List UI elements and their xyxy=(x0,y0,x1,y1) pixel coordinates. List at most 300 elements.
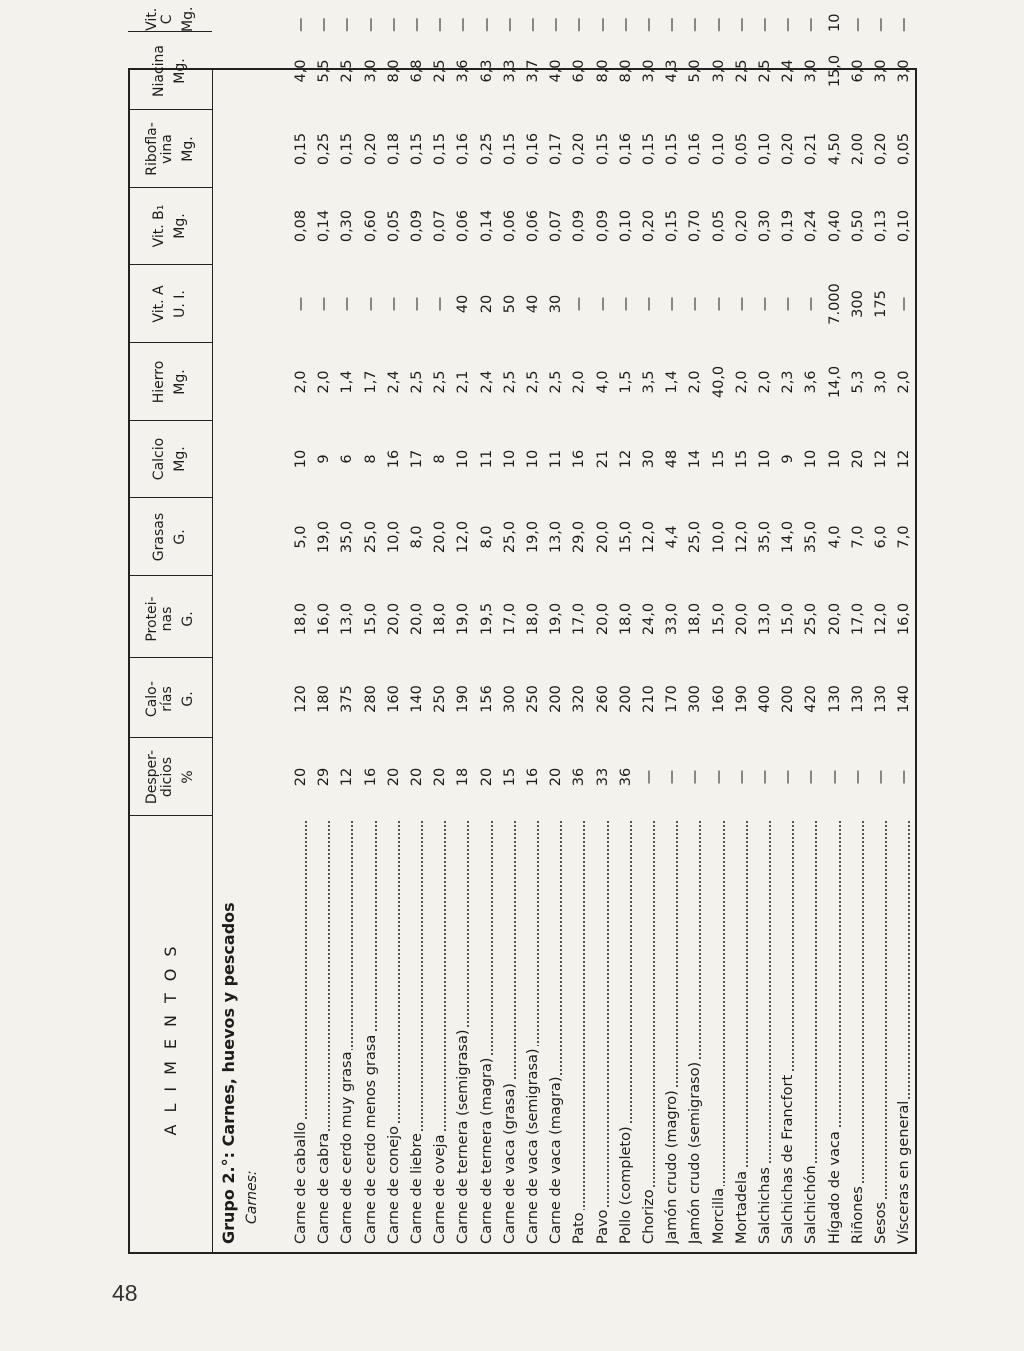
value-cell: 0,14 xyxy=(316,209,333,243)
value-cell: — xyxy=(316,296,333,312)
value-cell: 0,70 xyxy=(687,209,704,243)
value-cell: 5,0 xyxy=(293,525,309,549)
value-cell: 25,0 xyxy=(501,520,518,554)
value-cell: — xyxy=(409,296,425,312)
column-header-unit: Mg. xyxy=(172,58,188,84)
value-cell: 2,4 xyxy=(478,370,495,394)
section-subtitle: Carnes: xyxy=(244,1170,260,1224)
column-header xyxy=(128,420,212,498)
value-cell: 3,0 xyxy=(896,59,913,83)
column-header-label: Niacina xyxy=(151,45,167,97)
value-cell: 2,0 xyxy=(293,370,309,394)
value-cell: 0,15 xyxy=(409,132,425,166)
value-cell: 20 xyxy=(385,767,402,787)
table-row xyxy=(708,17,731,1254)
value-cell: 0,15 xyxy=(664,132,681,166)
column-header-unit: Mg. xyxy=(179,6,196,32)
value-cell: — xyxy=(896,769,913,785)
value-cell: 20,0 xyxy=(594,602,611,636)
value-cell: 130 xyxy=(873,685,889,713)
value-cell: — xyxy=(687,769,704,785)
value-cell: — xyxy=(617,296,634,312)
value-cell: 25,0 xyxy=(687,520,704,554)
food-name: Carne de ternera (semigrasa) xyxy=(455,1029,472,1244)
value-cell: 0,06 xyxy=(501,209,518,243)
value-cell: 1,5 xyxy=(617,370,634,394)
value-cell: — xyxy=(710,17,727,32)
value-cell: 0,20 xyxy=(780,132,797,166)
column-header-unit: Mg. xyxy=(172,369,188,395)
value-cell: 35,0 xyxy=(757,520,773,554)
value-cell: — xyxy=(780,296,797,312)
value-cell: 15,0 xyxy=(780,602,797,636)
food-name: Carne de ternera (magra) xyxy=(478,1057,495,1244)
value-cell: 15,0 xyxy=(710,602,727,636)
value-cell: 0,50 xyxy=(849,209,866,243)
table-row xyxy=(336,17,359,1254)
food-name-cell xyxy=(684,819,707,1244)
value-cell: 20,0 xyxy=(409,602,425,636)
column-header-unit: Mg. xyxy=(179,136,196,162)
table-row xyxy=(661,17,684,1254)
value-cell: 20,0 xyxy=(826,602,843,636)
food-name: Carne de liebre xyxy=(409,1133,425,1244)
food-name-cell xyxy=(870,819,893,1244)
food-name-cell xyxy=(824,819,847,1244)
value-cell: 0,10 xyxy=(757,132,773,166)
value-cell: 0,07 xyxy=(548,209,565,243)
value-cell: 2,1 xyxy=(455,370,472,394)
value-cell: 0,15 xyxy=(293,132,309,166)
food-name: Carne de vaca (magra) xyxy=(548,1076,565,1244)
value-cell: 3,0 xyxy=(873,370,889,394)
value-cell: 7,0 xyxy=(849,525,866,549)
value-cell: 20 xyxy=(432,767,449,787)
food-name: Salchichas de Francfort xyxy=(780,1074,797,1244)
table-row xyxy=(568,17,591,1254)
value-cell: 0,09 xyxy=(594,209,611,243)
value-cell: 130 xyxy=(849,685,866,713)
value-cell: 19,0 xyxy=(316,520,333,554)
table-row xyxy=(429,17,452,1254)
value-cell: 2,4 xyxy=(780,59,797,83)
food-name-cell xyxy=(731,819,754,1244)
value-cell: 14 xyxy=(687,449,704,469)
column-header-label: Protei- xyxy=(143,596,160,642)
value-cell: 10 xyxy=(455,449,472,469)
value-cell: — xyxy=(757,769,773,785)
value-cell: 0,16 xyxy=(455,132,472,166)
value-cell: 1,7 xyxy=(362,370,379,394)
value-cell: 190 xyxy=(455,685,472,713)
value-cell: 0,06 xyxy=(525,209,541,243)
value-cell: 12 xyxy=(617,449,634,469)
header-divider xyxy=(212,68,213,1254)
value-cell: 10 xyxy=(757,449,773,469)
value-cell: 15 xyxy=(710,449,727,469)
column-header xyxy=(128,738,212,816)
table-row xyxy=(800,17,823,1254)
food-name: Jamón crudo (semigraso) xyxy=(687,1061,704,1244)
food-name-cell xyxy=(522,819,545,1244)
value-cell: 160 xyxy=(710,685,727,713)
food-name-cell xyxy=(568,819,591,1244)
table-row xyxy=(452,17,475,1254)
column-header-unit: G. xyxy=(172,529,188,545)
value-cell: 2,5 xyxy=(757,59,773,83)
value-cell: 2,0 xyxy=(316,370,333,394)
value-cell: 420 xyxy=(803,685,820,713)
value-cell: 17 xyxy=(409,449,425,469)
food-name: Carne de cerdo menos grasa xyxy=(362,1034,379,1244)
value-cell: 19,0 xyxy=(455,602,472,636)
value-cell: 29 xyxy=(316,767,333,787)
value-cell: 10 xyxy=(525,449,541,469)
value-cell: 12,0 xyxy=(873,602,889,636)
food-name-cell xyxy=(592,819,615,1244)
value-cell: 15,0 xyxy=(826,54,843,88)
value-cell: 20,0 xyxy=(432,520,449,554)
table-row xyxy=(383,17,406,1254)
table-row xyxy=(847,17,870,1254)
value-cell: 10 xyxy=(826,13,843,32)
food-name: Jamón crudo (magro) xyxy=(664,1090,681,1244)
food-name: Carne de oveja xyxy=(432,1134,449,1244)
value-cell: 17,0 xyxy=(571,602,588,636)
value-cell: 0,16 xyxy=(617,132,634,166)
value-cell: 2,5 xyxy=(525,370,541,394)
value-cell: 25,0 xyxy=(362,520,379,554)
nutrition-table xyxy=(128,6,917,1254)
value-cell: 14,0 xyxy=(826,365,843,399)
value-cell: 10 xyxy=(803,449,820,469)
value-cell: 140 xyxy=(896,685,913,713)
value-cell: 250 xyxy=(432,685,449,713)
value-cell: 2,0 xyxy=(571,370,588,394)
value-cell: 3,0 xyxy=(362,59,379,83)
column-header-unit: Mg. xyxy=(172,213,188,239)
column-header-label: nas xyxy=(158,606,175,632)
value-cell: 6 xyxy=(339,454,356,464)
value-cell: 8,0 xyxy=(385,59,402,83)
table-row xyxy=(824,13,847,1254)
value-cell: 13,0 xyxy=(548,520,565,554)
table-row xyxy=(638,17,661,1254)
value-cell: 2,4 xyxy=(385,370,402,394)
value-cell: — xyxy=(710,296,727,312)
value-cell: 8 xyxy=(432,454,449,464)
value-cell: 1,4 xyxy=(664,370,681,394)
table-row xyxy=(499,17,522,1254)
value-cell: — xyxy=(849,769,866,785)
value-cell: 11 xyxy=(548,449,565,469)
value-cell: 1,4 xyxy=(339,370,356,394)
table-row xyxy=(545,17,568,1254)
value-cell: — xyxy=(455,17,472,32)
value-cell: 3,3 xyxy=(501,59,518,83)
value-cell: 210 xyxy=(641,685,657,713)
value-cell: 0,15 xyxy=(664,209,681,243)
value-cell: 0,05 xyxy=(710,209,727,243)
value-cell: 0,15 xyxy=(501,132,518,166)
value-cell: — xyxy=(780,769,797,785)
value-cell: 2,0 xyxy=(757,370,773,394)
column-header-label: Vit. B₁ xyxy=(151,204,167,248)
value-cell: 18,0 xyxy=(687,602,704,636)
column-header-label: Vit. A xyxy=(151,285,167,323)
value-cell: 20 xyxy=(293,767,309,787)
value-cell: 3,6 xyxy=(455,59,472,83)
food-name: Riñones xyxy=(849,1186,866,1244)
value-cell: 18,0 xyxy=(293,602,309,636)
value-cell: 19,0 xyxy=(525,520,541,554)
food-name: Salchichón xyxy=(803,1165,820,1244)
table-row xyxy=(522,17,545,1254)
value-cell: — xyxy=(617,17,634,32)
food-name-cell xyxy=(545,819,568,1244)
value-cell: — xyxy=(641,296,657,312)
food-name-cell xyxy=(313,819,336,1244)
value-cell: 0,24 xyxy=(803,209,820,243)
value-cell: 200 xyxy=(780,685,797,713)
food-name-cell xyxy=(476,819,499,1244)
value-cell: 10,0 xyxy=(710,520,727,554)
value-cell: 0,05 xyxy=(896,132,913,166)
value-cell: 5,3 xyxy=(849,370,866,394)
value-cell: 0,15 xyxy=(594,132,611,166)
value-cell: 200 xyxy=(548,685,565,713)
value-cell: 4,0 xyxy=(594,370,611,394)
food-name-cell xyxy=(452,819,475,1244)
value-cell: — xyxy=(757,296,773,312)
column-header-label: Ribofla- xyxy=(143,122,160,176)
value-cell: 0,09 xyxy=(571,209,588,243)
food-name-cell xyxy=(429,819,452,1244)
value-cell: 7.000 xyxy=(826,283,843,325)
value-cell: 2,00 xyxy=(849,132,866,166)
value-cell: 10 xyxy=(826,449,843,469)
value-cell: 0,30 xyxy=(339,209,356,243)
value-cell: 21 xyxy=(594,449,611,469)
value-cell: 18,0 xyxy=(617,602,634,636)
value-cell: 11 xyxy=(478,449,495,469)
value-cell: 7,0 xyxy=(896,525,913,549)
value-cell: — xyxy=(432,17,449,32)
column-header-label: Vit. C xyxy=(143,7,175,31)
value-cell: 16 xyxy=(385,449,402,469)
value-cell: 20 xyxy=(849,449,866,469)
value-cell: 0,18 xyxy=(385,132,402,166)
value-cell: 140 xyxy=(409,685,425,713)
table-row xyxy=(731,17,754,1254)
value-cell: — xyxy=(293,17,309,32)
column-header-label: Calcio xyxy=(151,437,167,481)
value-cell: — xyxy=(432,296,449,312)
value-cell: 20 xyxy=(478,294,495,314)
value-cell: 12,0 xyxy=(455,520,472,554)
value-cell: 16 xyxy=(362,767,379,787)
value-cell: 6,0 xyxy=(571,59,588,83)
value-cell: 0,17 xyxy=(548,132,565,166)
value-cell: 16 xyxy=(571,449,588,469)
table-row xyxy=(684,17,707,1254)
value-cell: — xyxy=(733,296,750,312)
column-header xyxy=(128,343,212,421)
food-name-cell xyxy=(847,819,870,1244)
value-cell: 0,15 xyxy=(432,132,449,166)
column-header-label: Desper- xyxy=(143,749,160,805)
value-cell: 180 xyxy=(316,685,333,713)
value-cell: 375 xyxy=(339,685,356,713)
food-name: Morcilla xyxy=(710,1188,727,1244)
value-cell: — xyxy=(896,17,913,32)
value-cell: 8,0 xyxy=(409,525,425,549)
food-name-cell xyxy=(336,819,359,1244)
value-cell: 8 xyxy=(362,454,379,464)
value-cell: — xyxy=(385,296,402,312)
value-cell: 0,15 xyxy=(641,132,657,166)
value-cell: — xyxy=(826,769,843,785)
value-cell: 2,5 xyxy=(432,370,449,394)
value-cell: — xyxy=(873,17,889,32)
value-cell: 0,20 xyxy=(571,132,588,166)
group-title: Grupo 2.°: Carnes, huevos y pescados xyxy=(219,902,238,1244)
value-cell: 4,0 xyxy=(293,59,309,83)
value-cell: 35,0 xyxy=(339,520,356,554)
food-name-cell xyxy=(638,819,661,1244)
value-cell: — xyxy=(478,17,495,32)
value-cell: 35,0 xyxy=(803,520,820,554)
value-cell: 16,0 xyxy=(896,602,913,636)
value-cell: 3,0 xyxy=(641,59,657,83)
value-cell: 0,40 xyxy=(826,209,843,243)
value-cell: — xyxy=(664,17,681,32)
column-header-unit: G. xyxy=(179,691,196,707)
value-cell: — xyxy=(594,296,611,312)
value-cell: 200 xyxy=(617,685,634,713)
value-cell: 300 xyxy=(687,685,704,713)
value-cell: 0,25 xyxy=(316,132,333,166)
food-name: Chorizo xyxy=(641,1189,657,1244)
value-cell: 2,0 xyxy=(687,370,704,394)
value-cell: — xyxy=(780,17,797,32)
table-row xyxy=(592,17,615,1254)
food-name: Carne de cabra xyxy=(316,1132,333,1244)
value-cell: 4,0 xyxy=(826,525,843,549)
value-cell: — xyxy=(571,17,588,32)
value-cell: 0,09 xyxy=(409,209,425,243)
value-cell: 0,20 xyxy=(733,209,750,243)
table-row xyxy=(476,17,499,1254)
column-header xyxy=(128,265,212,343)
food-name: Salchichas xyxy=(757,1167,773,1244)
value-cell: — xyxy=(641,17,657,32)
column-header xyxy=(128,110,212,188)
value-cell: 13,0 xyxy=(757,602,773,636)
value-cell: — xyxy=(849,17,866,32)
value-cell: 4,4 xyxy=(664,525,681,549)
value-cell: — xyxy=(571,296,588,312)
column-header xyxy=(128,660,212,738)
value-cell: 2,5 xyxy=(733,59,750,83)
value-cell: 5,5 xyxy=(316,59,333,83)
value-cell: 0,16 xyxy=(687,132,704,166)
value-cell: 0,05 xyxy=(385,209,402,243)
food-name: Pato xyxy=(571,1212,588,1244)
column-header-unit: Mg. xyxy=(172,446,188,472)
column-header xyxy=(128,7,212,32)
value-cell: 15 xyxy=(733,449,750,469)
value-cell: 320 xyxy=(571,685,588,713)
value-cell: 175 xyxy=(873,290,889,318)
value-cell: 3,0 xyxy=(873,59,889,83)
value-cell: — xyxy=(664,296,681,312)
value-cell: 0,25 xyxy=(478,132,495,166)
value-cell: 50 xyxy=(501,294,518,314)
food-name: Mortadela xyxy=(733,1171,750,1244)
food-name: Carne de caballo xyxy=(293,1121,309,1244)
value-cell: 8,0 xyxy=(594,59,611,83)
value-cell: 40 xyxy=(525,294,541,314)
column-header-label: dicios xyxy=(158,756,175,798)
value-cell: — xyxy=(664,769,681,785)
value-cell: 4,50 xyxy=(826,132,843,166)
value-cell: 20 xyxy=(478,767,495,787)
value-cell: 25,0 xyxy=(803,602,820,636)
value-cell: 20,0 xyxy=(385,602,402,636)
value-cell: 2,5 xyxy=(432,59,449,83)
value-cell: — xyxy=(548,17,565,32)
value-cell: 190 xyxy=(733,685,750,713)
food-name-cell xyxy=(615,819,638,1244)
value-cell: 156 xyxy=(478,685,495,713)
value-cell: 40,0 xyxy=(710,365,727,399)
value-cell: — xyxy=(501,17,518,32)
column-header-label: rías xyxy=(158,686,175,712)
table-row xyxy=(870,17,893,1254)
value-cell: 14,0 xyxy=(780,520,797,554)
column-header xyxy=(128,580,212,658)
value-cell: 0,10 xyxy=(617,209,634,243)
value-cell: 18,0 xyxy=(432,602,449,636)
value-cell: 0,60 xyxy=(362,209,379,243)
value-cell: — xyxy=(803,769,820,785)
value-cell: 15,0 xyxy=(617,520,634,554)
value-cell: 33 xyxy=(594,767,611,787)
column-header-unit: U. I. xyxy=(172,290,188,318)
value-cell: — xyxy=(803,296,820,312)
value-cell: — xyxy=(757,17,773,32)
value-cell: 300 xyxy=(849,290,866,318)
value-cell: 16,0 xyxy=(316,602,333,636)
table-row xyxy=(360,17,383,1254)
value-cell: 12,0 xyxy=(641,520,657,554)
value-cell: 15,0 xyxy=(362,602,379,636)
value-cell: — xyxy=(525,17,541,32)
value-cell: 40 xyxy=(455,294,472,314)
page-number: 48 xyxy=(112,1280,138,1306)
value-cell: 36 xyxy=(617,767,634,787)
value-cell: — xyxy=(733,769,750,785)
value-cell: 30 xyxy=(548,294,565,314)
value-cell: — xyxy=(316,17,333,32)
value-cell: — xyxy=(687,296,704,312)
food-name: Vísceras en general xyxy=(896,1100,913,1244)
value-cell: 0,06 xyxy=(455,209,472,243)
value-cell: 2,5 xyxy=(501,370,518,394)
food-name: Sesos xyxy=(873,1201,889,1244)
value-cell: 48 xyxy=(664,449,681,469)
